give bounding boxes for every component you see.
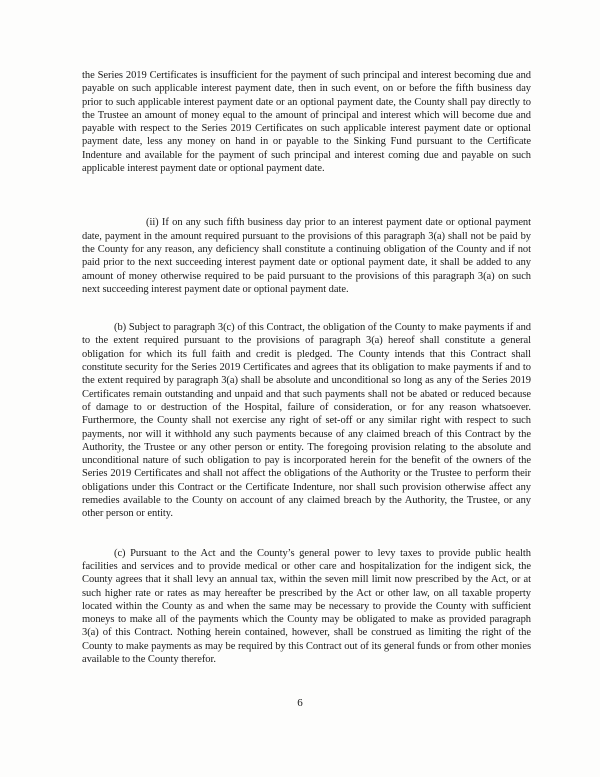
paragraph-ii: (ii) If on any such fifth business day prior to an interest payment date or optional payment date, payment in the amount required pursuant to the provisions of this paragraph 3(a) shall not be paid by the County for any reason, any deficiency shall constitute a continuing obligation of the County and if not paid prior to the next succeeding interest payment date or optional payment date, it shall be added to any amount of money otherwise required to be paid pursuant to the provisions of this paragraph 3(a) on such next succeeding interest payment date or optional payment date. [82,217,531,295]
paragraph-spacer [82,521,531,547]
paragraph-spacer [82,175,531,216]
page-number: 6 [297,697,303,709]
paragraph-b: (b) Subject to paragraph 3(c) of this Contract, the obligation of the County to make payments if and to the extent required pursuant to the provisions of paragraph 3(a) hereof shall constitute a general obligation for which its full faith and credit is pledged. The County intends that this Contract shall constitute security for the Series 2019 Certificates and agrees that its obligation to make payments if and to the extent required by paragraph 3(a) shall be absolute and unconditional so long as any of the Series 2019 Certificates remain outstanding and unpaid and that such payments shall not be abated or reduced because of damage to or destruction of the Hospital, failure of consideration, or for any reason whatsoever. Furthermore, the County shall not exercise any right of set-off or any similar right with respect to such payments, nor will it withhold any such payments because of any claimed breach of this Contract by the Authority, the Trustee or any other person or entity. The foregoing provision relating to the absolute and unconditional nature of such obligation to pay is incorporated herein for the benefit of the owners of the Series 2019 Certificates and shall not affect the obligations of the Authority or the Trustee to perform their obligations under this Contract or the Certificate Indenture, nor shall such provision otherwise affect any remedies available to the County on account of any claimed breach by the Authority, the Trustee, or any other person or entity. [82,322,531,520]
paragraph-c: (c) Pursuant to the Act and the County’s general power to levy taxes to provide public health facilities and services and to provide medical or other care and hospitalization for the indigent sick, the County agrees that it shall levy an annual tax, within the seven mill limit now prescribed by the Act, or at such higher rate or rates as may hereafter be prescribed by the Act or other law, on all taxable property located within the County as and when the same may be necessary to provide the County with sufficient moneys to make all of the payments which the County may be obligated to make as provided paragraph 3(a) of this Contract. Nothing herein contained, however, shall be construed as limiting the right of the County to make payments as may be required by this Contract out of its general funds or from other monies available to the County therefor. [82,547,531,665]
paragraph-continuation: the Series 2019 Certificates is insufficient for the payment of such principal and interest becoming due and payable on such applicable interest payment date, then in such event, on or before the fifth business day prior to such applicable interest payment date or an optional payment date, the County shall pay directly to the Trustee an amount of money equal to the amount of principal and interest which will become due and payable with respect to the Series 2019 Certificates on such applicable interest payment date or optional payment date, less any money on hand in or payable to the Sinking Fund pursuant to the Certificate Indenture and available for the payment of such principal and interest coming due and payable on such applicable interest payment date or optional payment date. [82,70,531,175]
paragraph-spacer [82,296,531,321]
document-body [82,69,531,666]
